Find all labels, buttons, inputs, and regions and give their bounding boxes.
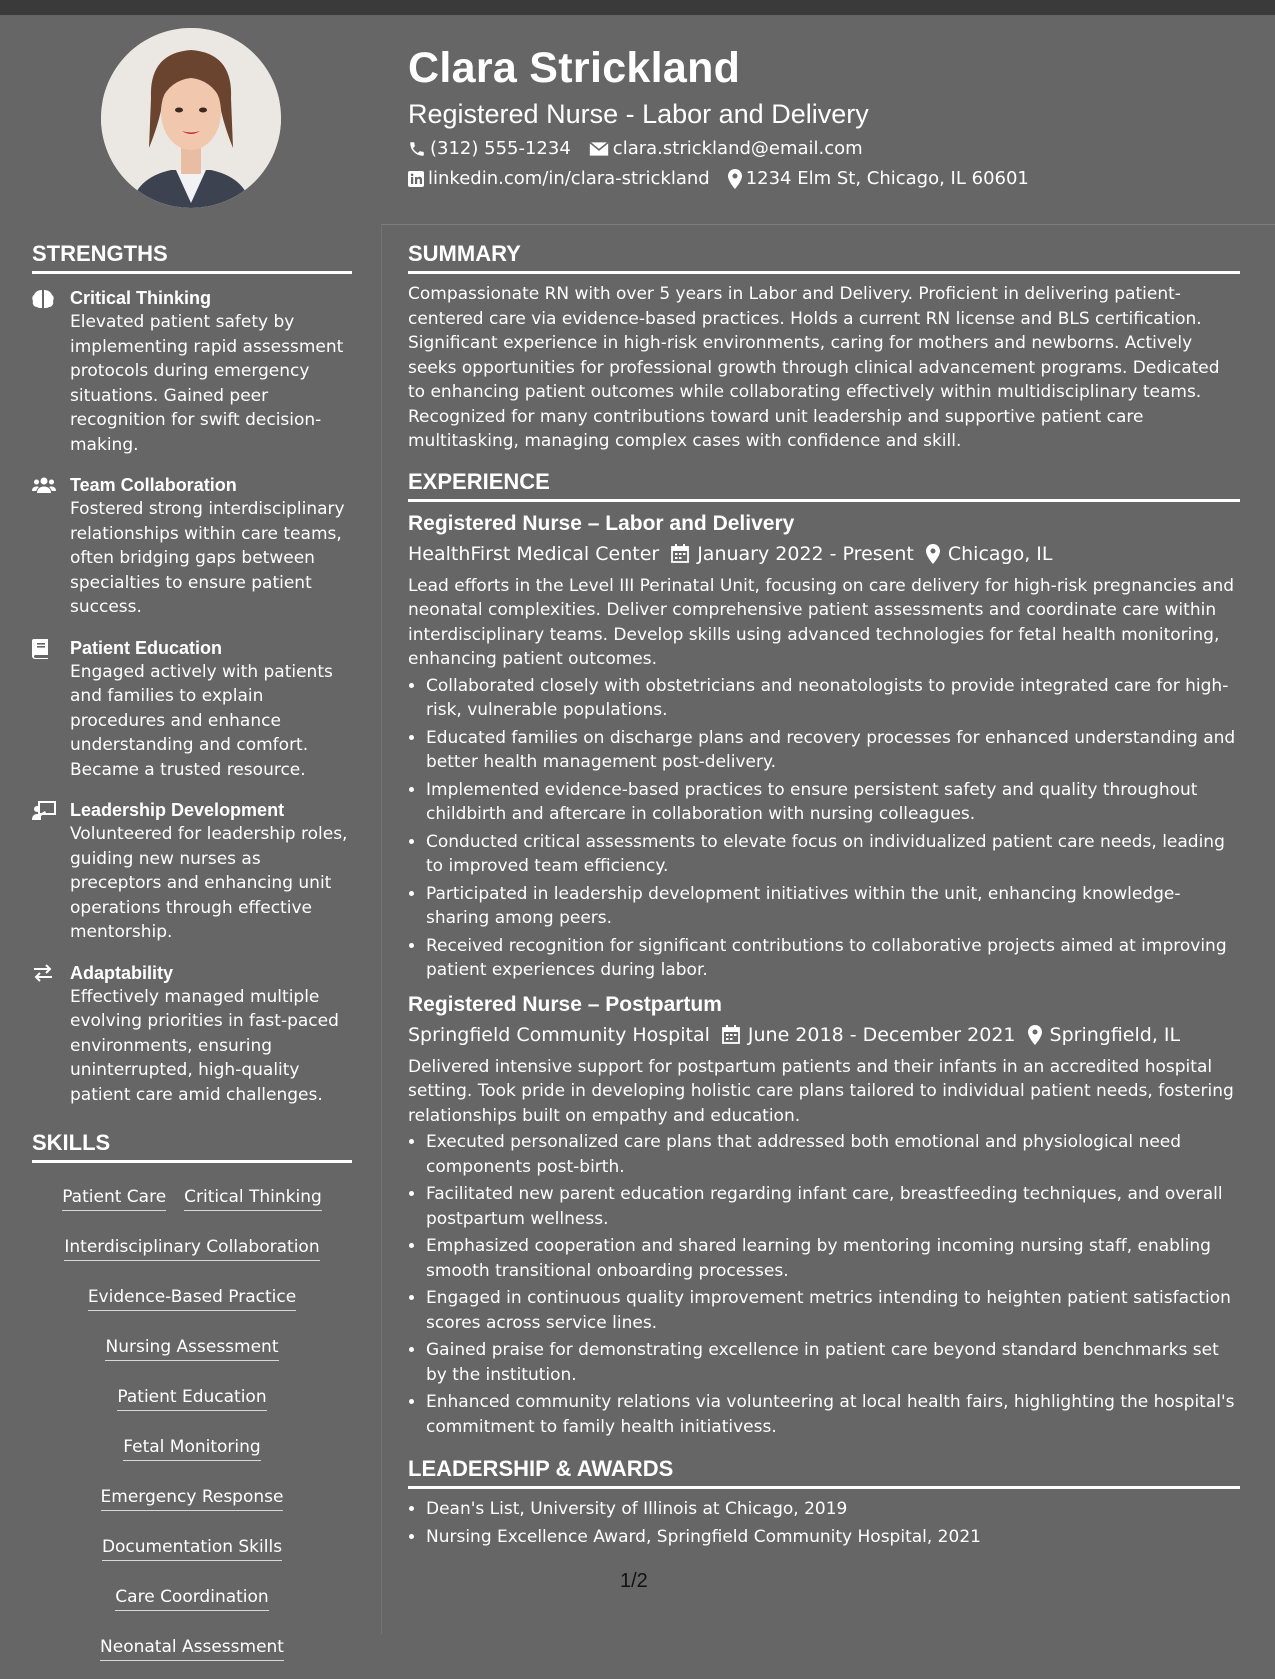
award-item: • Nursing Excellence Award, Springfield Community Hospital, 2021 [426,1525,1240,1550]
top-bar [0,0,1275,15]
experience-heading: EXPERIENCE [408,468,1240,502]
address-text: 1234 Elm St, Chicago, IL 60601 [745,168,1029,189]
strength-name: Critical Thinking [70,288,212,308]
skill-tag: Interdisciplinary Collaboration [64,1236,319,1261]
strength-name: Team Collaboration [70,475,237,495]
strength-description: Volunteered for leadership roles, guiding new nurses as preceptors and enhancing unit operations through effective mentorship. [70,824,348,942]
strength-name: Adaptability [70,962,174,983]
job-entry [408,991,1240,1440]
job-bullet: • Engaged in continuous quality improvement metrics intending to heighten patient satisfaction scores across service lines. [426,1286,1240,1335]
strength-name: Leadership Development [70,800,285,820]
job-bullet: • Gained praise for demonstrating excellence in patient care beyond standard benchmarks set by the institution. [426,1338,1240,1387]
skills-list [32,1175,352,1679]
column-divider [381,224,382,1634]
strength-item [32,473,352,620]
job-dates-text: June 2018 - December 2021 [747,1023,1016,1046]
job-bullet: • Implemented evidence-based practices to ensure persistent safety and quality throughout childbirth and aftercare in collaboration with nursing colleagues. [426,778,1240,827]
job-meta [408,1021,1240,1049]
job-dates-text: January 2022 - Present [697,542,914,565]
skills-heading: SKILLS [32,1129,352,1163]
job-description: Delivered intensive support for postpartum patients and their infants in an accredited hospital setting. Took pride in developing holistic care plans tailored to individual patient needs, fostering relationships built on empathy and education. [408,1056,1234,1126]
job-location [1028,1021,1181,1049]
job-bullet: • Enhanced community relations via volunteering at local health fairs, highlighting the hospital's commitment to family health initiativess. [426,1390,1240,1439]
skill-tag: Neonatal Assessment [100,1636,284,1661]
skill-tag: Evidence-Based Practice [88,1286,296,1311]
strength-item [32,636,352,783]
strength-description: Fostered strong interdisciplinary relationships within care teams, often bridging gaps between specialties to ensure patient success. [70,499,345,617]
exchange-icon [32,964,54,982]
awards-heading: LEADERSHIP & AWARDS [408,1455,1240,1489]
profile-photo [101,28,281,208]
job-bullet: • Participated in leadership development initiatives within the unit, enhancing knowledge-sharing among peers. [426,882,1240,931]
email-contact[interactable] [589,137,863,161]
presenter-icon [32,801,56,821]
summary-text: Compassionate RN with over 5 years in Labor and Delivery. Proficient in delivering patient-centered care via evidence-based practices. Holds a current RN license and BLS certification. Significant experience in high-risk environments, caring for mothers and newborns. Actively seeks opportunities for professional growth through clinical advancement programs. Dedicated to enhancing patient outcomes while collaborating effectively within multidisciplinary teams. Recognized for many contributions toward unit leadership and supportive patient care multitasking, managing complex cases with confidence and skill. [408,284,1220,451]
calendar-icon [671,544,689,563]
job-meta [408,540,1240,568]
job-dates [671,540,914,568]
users-icon [32,476,56,494]
job-location-text: Chicago, IL [947,542,1053,565]
page-number: 1/2 [620,1570,648,1592]
contact-row-primary [408,137,1258,161]
phone-text: (312) 555-1234 [430,138,571,159]
job-bullets [408,1130,1240,1439]
address-contact [728,167,1029,191]
skill-tag: Nursing Assessment [105,1336,278,1361]
strength-description: Elevated patient safety by implementing rapid assessment protocols during emergency situations. Gained peer recognition for swift decision-making. [70,312,344,455]
skill-tag: Patient Care [62,1186,166,1211]
map-pin-icon [1028,1025,1042,1045]
job-bullet: • Received recognition for significant contributions to collaborative projects aimed at improving patient experiences during labor. [426,934,1240,983]
job-bullets [408,674,1240,983]
linkedin-text: linkedin.com/in/clara-strickland [428,168,710,189]
job-bullet: • Emphasized cooperation and shared learning by mentoring incoming nursing staff, enabling smooth transitional onboarding processes. [426,1234,1240,1283]
employer-name: Springfield Community Hospital [408,1023,710,1046]
skill-tag: Critical Thinking [184,1186,322,1211]
candidate-title: Registered Nurse - Labor and Delivery [408,99,869,129]
strength-description: Effectively managed multiple evolving priorities in fast-paced environments, ensuring uninterrupted, high-quality patient care amid challenges. [70,986,339,1105]
skill-tag: Documentation Skills [102,1536,282,1561]
phone-icon [408,140,426,158]
header-divider [381,224,1275,225]
linkedin-icon [408,171,424,187]
email-text: clara.strickland@email.com [612,138,863,159]
summary-heading: SUMMARY [408,240,1240,274]
strength-item [32,798,352,945]
job-bullet: • Collaborated closely with obstetricians and neonatologists to provide integrated care for high-risk, vulnerable populations. [426,674,1240,723]
job-dates [722,1021,1016,1049]
job-bullet: • Conducted critical assessments to elevate focus on individualized patient care needs, leading to improved team efficiency. [426,830,1240,879]
skill-tag: Fetal Monitoring [123,1436,260,1461]
employer-name: HealthFirst Medical Center [408,542,660,565]
job-bullet: • Educated families on discharge plans and recovery processes for enhanced understanding and better health management post-delivery. [426,726,1240,775]
linkedin-contact[interactable] [408,167,710,191]
phone-contact[interactable] [408,137,571,161]
job-title: Registered Nurse – Postpartum [408,992,722,1016]
resume-header [408,42,1258,191]
book-icon [32,639,50,659]
strength-name: Patient Education [70,637,223,658]
strength-item [32,286,352,457]
job-bullet: • Executed personalized care plans that addressed both emotional and physiological need components post-birth. [426,1130,1240,1179]
sidebar [32,240,352,1679]
strengths-heading: STRENGTHS [32,240,352,274]
map-pin-icon [926,544,940,564]
candidate-name: Clara Strickland [408,44,741,92]
skill-tag: Care Coordination [115,1586,268,1611]
main-column [408,240,1240,1552]
strength-description: Engaged actively with patients and families to explain procedures and enhance understanding and comfort. Became a trusted resource. [70,661,333,780]
job-location [926,540,1053,568]
map-pin-icon [728,169,742,189]
awards-list [408,1497,1240,1549]
skill-tag: Emergency Response [101,1486,284,1511]
strength-item [32,961,352,1108]
contact-row-secondary [408,167,1258,191]
avatar [101,28,281,208]
job-bullet: • Facilitated new parent education regarding infant care, breastfeeding techniques, and overall postpartum wellness. [426,1182,1240,1231]
job-description: Lead efforts in the Level III Perinatal Unit, focusing on care delivery for high-risk pregnancies and neonatal complexities. Deliver comprehensive patient assessments and coordinate care within interdisciplinary teams. Develop skills using advanced technologies for fetal health monitoring, enhancing patient outcomes. [408,575,1235,669]
skill-tag: Patient Education [117,1386,266,1411]
job-location-text: Springfield, IL [1049,1023,1181,1046]
calendar-icon [722,1025,740,1044]
job-entry [408,510,1240,983]
job-title: Registered Nurse – Labor and Delivery [408,511,795,535]
award-item: • Dean's List, University of Illinois at Chicago, 2019 [426,1497,1240,1522]
envelope-icon [589,141,609,157]
brain-icon [32,289,54,309]
